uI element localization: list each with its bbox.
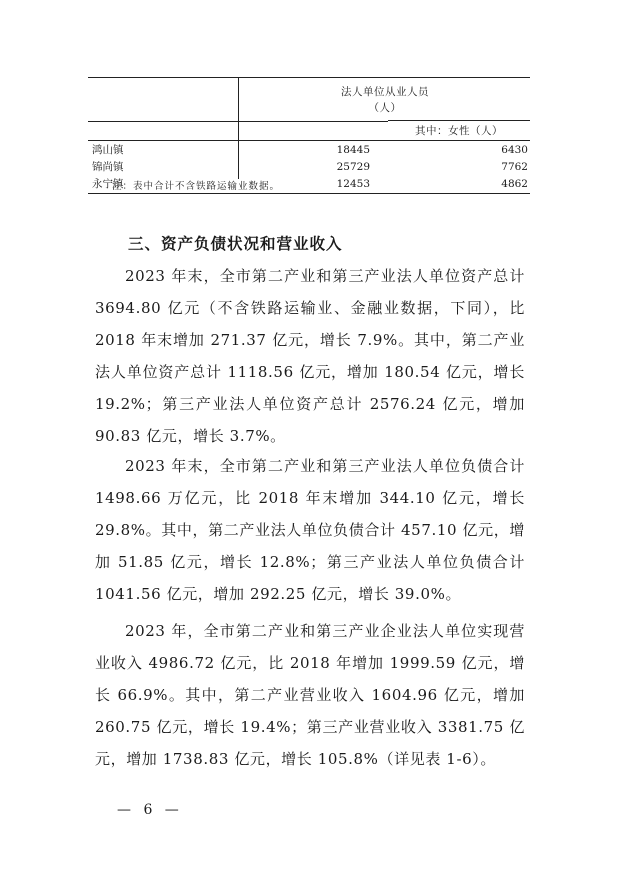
row-female: 7762 bbox=[501, 161, 528, 173]
table-bottom-rule bbox=[88, 193, 530, 194]
header-employees bbox=[240, 84, 530, 116]
page-number: — 6 — bbox=[117, 802, 183, 818]
header-employees-unit: （人） bbox=[368, 102, 402, 114]
table-row bbox=[88, 159, 530, 175]
header-sub-rule bbox=[388, 120, 530, 121]
paragraph-revenue: 2023 年，全市第二产业和第三产业企业法人单位实现营业收入 4986.72 亿元，比 2018 年增加 1999.59 亿元，增长 66.9%。其中，第二产业营业收入 1604.96 亿元，增加 260.75 亿元，增长 19.4%；第三产业营业收入 3381.75 亿元，增加 1738.83 亿元，增长 105.8%（详见表 1-6）。 bbox=[95, 622, 525, 768]
row-town-name: 锦尚镇 bbox=[92, 161, 124, 173]
header-bottom-rule bbox=[88, 140, 530, 141]
paragraph-liabilities: 2023 年末，全市第二产业和第三产业法人单位负债合计 1498.66 万亿元，比 2018 年末增加 344.10 亿元，增长 29.8%。其中，第二产业法人单位负债合计 457.10 亿元，增加 51.85 亿元，增长 12.8%；第三产业法人单位负债合计 1041.56 亿元，增加 292.25 亿元，增长 39.0%。 bbox=[95, 457, 525, 603]
section-heading: 三、资产负债状况和营业收入 bbox=[128, 235, 343, 253]
table-note: 注：表中合计不含铁路运输业数据。 bbox=[112, 181, 281, 192]
row-total: 18445 bbox=[336, 144, 370, 156]
row-town-name: 永宁镇 bbox=[92, 178, 124, 190]
header-employees-label: 法人单位从业人员 bbox=[341, 86, 429, 98]
table-row bbox=[88, 142, 530, 158]
row-female: 4862 bbox=[501, 178, 528, 190]
row-town-name: 鸿山镇 bbox=[92, 144, 124, 156]
header-bottom-rule-left bbox=[88, 121, 388, 122]
row-total: 12453 bbox=[336, 178, 370, 190]
row-female: 6430 bbox=[501, 144, 528, 156]
header-female: 其中：女性（人） bbox=[415, 125, 503, 137]
table-top-rule bbox=[88, 77, 530, 78]
row-total: 25729 bbox=[336, 161, 370, 173]
paragraph-assets: 2023 年末，全市第二产业和第三产业法人单位资产总计 3694.80 亿元（不含铁路运输业、金融业数据，下同），比 2018 年末增加 271.37 亿元，增长 7.9%。其中，第二产业法人单位资产总计 1118.56 亿元，增加 180.54 亿元，增长 19.2%；第三产业法人单位资产总计 2576.24 亿元，增加 90.83 亿元，增长 3.7%。 bbox=[95, 267, 525, 445]
